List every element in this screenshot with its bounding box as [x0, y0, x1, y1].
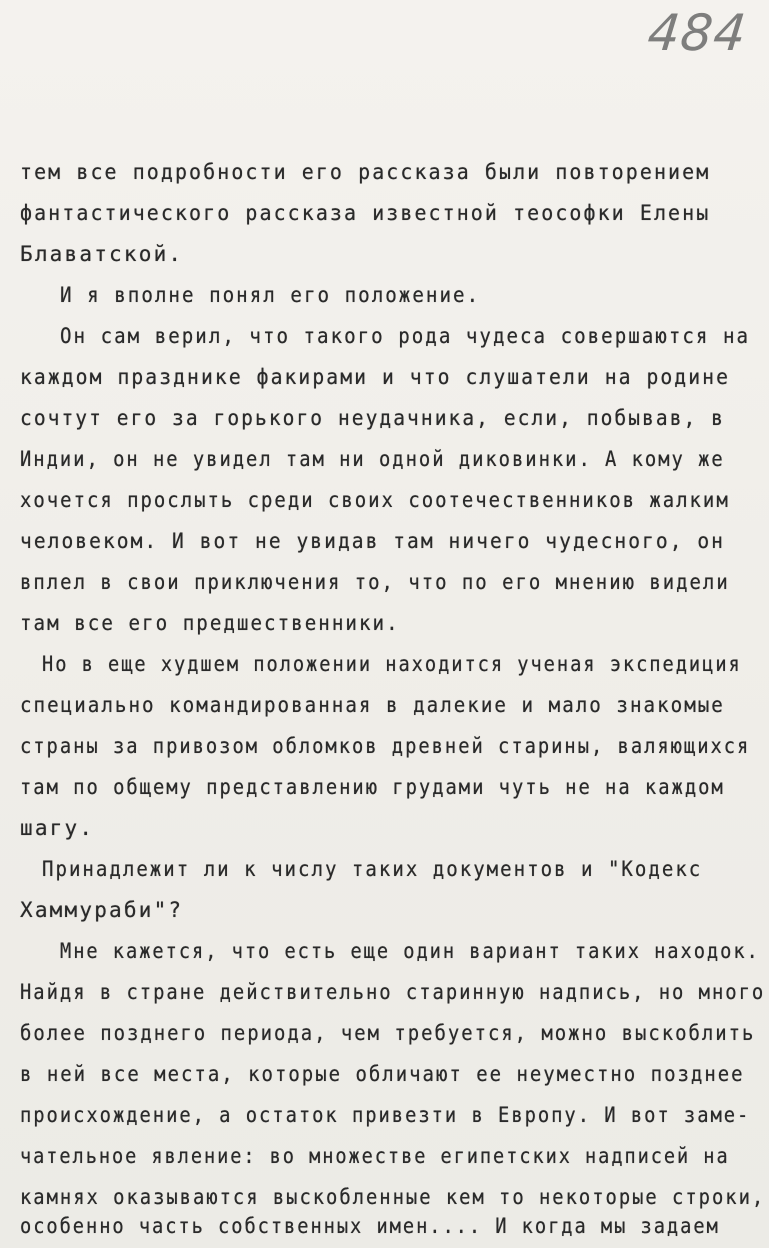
text-line: каждом празднике факирами и что слушатели на родине	[20, 365, 730, 389]
text-line: Он сам верил, что такого рода чудеса совершаются на	[60, 324, 750, 348]
text-line: шагу.	[20, 816, 95, 840]
text-line: фантастического рассказа известной теософки Елены	[20, 201, 711, 225]
text-line: чательное явление: во множестве египетских надписей на	[20, 1144, 730, 1168]
text-line: Найдя в стране действительно старинную надпись, но много	[20, 980, 766, 1004]
text-line: Но в еще худшем положении находится ученая экспедиция	[42, 652, 742, 676]
text-line: хочется прослыть среди своих соотечественников жалким	[20, 488, 730, 512]
text-line: Индии, он не увидел там ни одной диковинки. А кому же	[20, 447, 725, 471]
text-line: камнях оказываются выскобленные кем то некоторые строки,	[20, 1185, 766, 1209]
text-line: в ней все места, которые обличают ее неуместно позднее	[20, 1062, 745, 1086]
text-line: особенно часть собственных имен.... И когда мы задаем	[20, 1214, 720, 1238]
text-line: И я вполне понял его положение.	[60, 283, 481, 307]
text-line: специально командированная в далекие и мало знакомые	[20, 693, 725, 717]
text-line: тем все подробности его рассказа были повторением	[20, 160, 711, 184]
text-line: сочтут его за горького неудачника, если, побывав, в	[20, 406, 725, 430]
text-line: происхождение, а остаток привезти в Европу. И вот заме-	[20, 1103, 751, 1127]
text-line: вплел в свои приключения то, что по его мнению видели	[20, 570, 730, 594]
text-line: там все его предшественники.	[20, 611, 400, 635]
page-number: 484	[644, 4, 750, 62]
text-line: Мне кажется, что есть еще один вариант таких находок.	[60, 939, 760, 963]
text-line: Блаватской.	[20, 242, 184, 266]
text-line: страны за привозом обломков древней старины, валяющихся	[20, 734, 751, 758]
text-line: человеком. И вот не увидав там ничего чудесного, он	[20, 529, 725, 553]
text-line: Хаммураби"?	[20, 898, 184, 922]
text-line: Принадлежит ли к числу таких документов и "Кодекс	[42, 857, 703, 881]
text-line: там по общему представлению грудами чуть не на каждом	[20, 775, 725, 799]
text-line: более позднего периода, чем требуется, можно выскоблить	[20, 1021, 756, 1045]
